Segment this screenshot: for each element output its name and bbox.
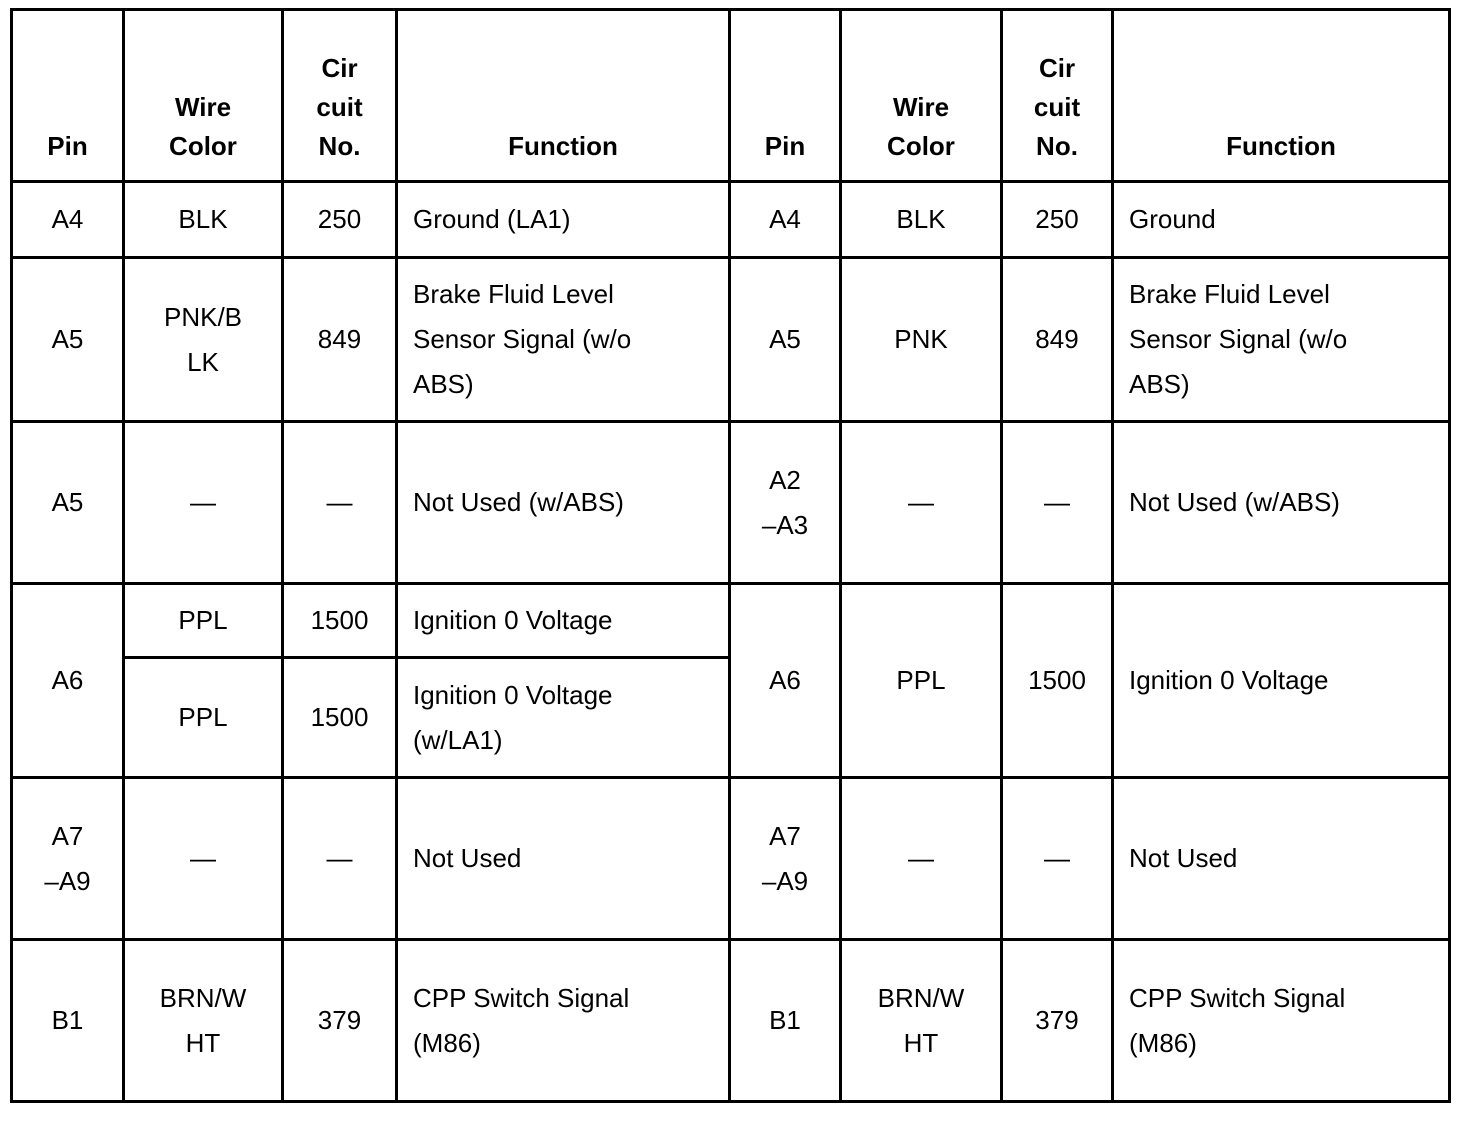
circuit-cell: 849: [1002, 258, 1113, 422]
circuit-cell: 1500: [283, 584, 397, 658]
wire-color-cell: BLK: [841, 182, 1002, 258]
wire-color-cell: —: [841, 778, 1002, 940]
pin-cell: B1: [730, 940, 841, 1102]
circuit-cell: 849: [283, 258, 397, 422]
wire-color-cell: PPL: [841, 584, 1002, 778]
header-circuit-right: Cir cuit No.: [1002, 10, 1113, 182]
circuit-cell: 379: [1002, 940, 1113, 1102]
pin-cell: A6: [12, 584, 124, 778]
circuit-cell: —: [1002, 422, 1113, 584]
header-row: [12, 10, 1450, 182]
function-cell: CPP Switch Signal (M86): [1113, 940, 1450, 1102]
table-row: [12, 778, 1450, 940]
pin-cell: A5: [12, 422, 124, 584]
pin-cell: A4: [12, 182, 124, 258]
wire-color-cell: PNK/B LK: [124, 258, 283, 422]
function-cell: Not Used: [1113, 778, 1450, 940]
table-row: [12, 940, 1450, 1102]
function-cell: Not Used (w/ABS): [397, 422, 730, 584]
circuit-cell: —: [1002, 778, 1113, 940]
table-row: [12, 422, 1450, 584]
wire-color-cell: —: [124, 422, 283, 584]
header-wire-color-left: Wire Color: [124, 10, 283, 182]
circuit-cell: 250: [283, 182, 397, 258]
function-cell: Ignition 0 Voltage: [397, 584, 730, 658]
pin-cell: A5: [730, 258, 841, 422]
wire-color-cell: —: [841, 422, 1002, 584]
function-cell: Brake Fluid Level Sensor Signal (w/o ABS): [397, 258, 730, 422]
function-cell: Brake Fluid Level Sensor Signal (w/o ABS): [1113, 258, 1450, 422]
table-row: [12, 258, 1450, 422]
wire-color-cell: BRN/W HT: [124, 940, 283, 1102]
function-cell: Ignition 0 Voltage (w/LA1): [397, 658, 730, 778]
pin-cell: A6: [730, 584, 841, 778]
circuit-cell: 1500: [283, 658, 397, 778]
wire-color-cell: BRN/W HT: [841, 940, 1002, 1102]
function-cell: Ground: [1113, 182, 1450, 258]
pin-cell: A7 –A9: [12, 778, 124, 940]
function-cell: Not Used (w/ABS): [1113, 422, 1450, 584]
function-cell: Not Used: [397, 778, 730, 940]
wire-color-cell: —: [124, 778, 283, 940]
wire-color-cell: PPL: [124, 658, 283, 778]
pin-cell: A7 –A9: [730, 778, 841, 940]
circuit-cell: 1500: [1002, 584, 1113, 778]
table-row: [12, 182, 1450, 258]
header-pin-right: Pin: [730, 10, 841, 182]
function-cell: CPP Switch Signal (M86): [397, 940, 730, 1102]
wire-color-cell: BLK: [124, 182, 283, 258]
header-function-right: Function: [1113, 10, 1450, 182]
function-cell: Ground (LA1): [397, 182, 730, 258]
circuit-cell: 379: [283, 940, 397, 1102]
circuit-cell: 250: [1002, 182, 1113, 258]
pin-cell: A5: [12, 258, 124, 422]
function-cell: Ignition 0 Voltage: [1113, 584, 1450, 778]
wire-color-cell: PNK: [841, 258, 1002, 422]
pin-cell: A4: [730, 182, 841, 258]
header-function-left: Function: [397, 10, 730, 182]
circuit-cell: —: [283, 778, 397, 940]
pin-cell: A2 –A3: [730, 422, 841, 584]
header-wire-color-right: Wire Color: [841, 10, 1002, 182]
table-row: [12, 584, 1450, 658]
pin-cell: B1: [12, 940, 124, 1102]
wire-color-cell: PPL: [124, 584, 283, 658]
header-circuit-left: Cir cuit No.: [283, 10, 397, 182]
header-pin-left: Pin: [12, 10, 124, 182]
connector-pinout-table: [10, 8, 1451, 1103]
circuit-cell: —: [283, 422, 397, 584]
